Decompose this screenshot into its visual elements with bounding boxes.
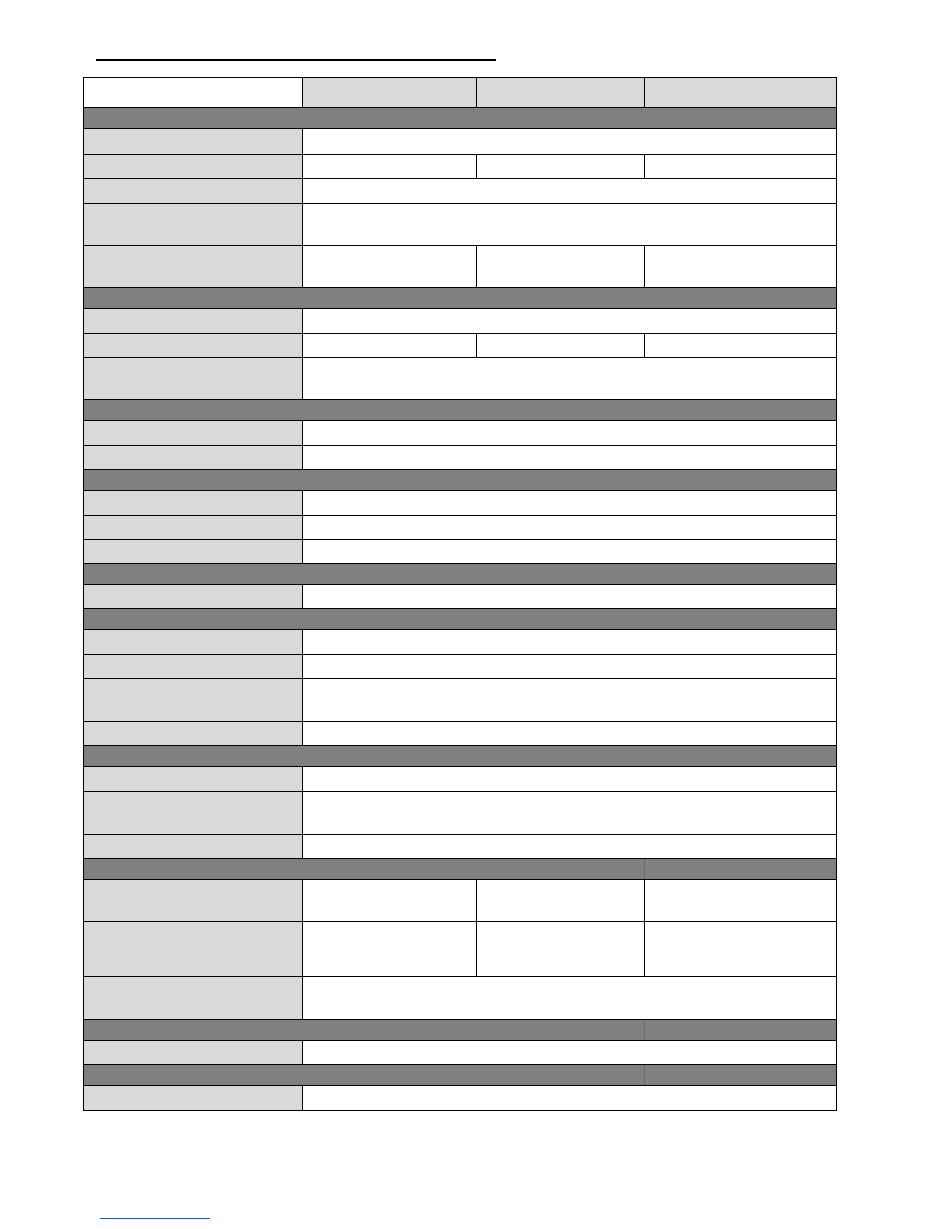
section-header [84,108,837,129]
spec-value [303,655,837,679]
section-header [84,564,837,585]
spec-label [84,922,303,977]
spec-row [84,309,837,334]
spec-value [303,204,837,246]
spec-row [84,1041,837,1065]
spec-value [477,155,645,179]
spec-value [303,129,837,155]
spec-row [84,655,837,679]
spec-value [477,246,645,288]
spec-label [84,1041,303,1065]
spec-label [84,1086,303,1111]
spec-value [303,1086,837,1111]
spec-value [303,155,477,179]
spec-row [84,767,837,792]
section-title-extra [645,859,837,880]
spec-row [84,446,837,470]
spec-value [477,922,645,977]
spec-label [84,655,303,679]
spec-row [84,722,837,746]
spec-label [84,446,303,470]
spec-row [84,358,837,400]
spec-label [84,179,303,204]
spec-label [84,309,303,334]
spec-row [84,155,837,179]
spec-value [303,516,837,540]
spec-value [303,630,837,655]
spec-value [303,1041,837,1065]
spec-value [645,334,837,358]
spec-row [84,792,837,835]
spec-label [84,516,303,540]
spec-label [84,491,303,516]
spec-label [84,204,303,246]
spec-value [645,246,837,288]
spec-value [303,835,837,859]
spec-row [84,835,837,859]
spec-row [84,880,837,922]
spec-label [84,722,303,746]
header-model-3 [645,78,837,108]
spec-value [645,922,837,977]
section-title [84,564,837,585]
spec-label [84,767,303,792]
spec-row [84,679,837,722]
section-title [84,1020,645,1041]
spec-label [84,835,303,859]
spec-value [303,334,477,358]
section-title [84,859,645,880]
spec-value [645,155,837,179]
spec-value [303,179,837,204]
spec-value [303,446,837,470]
spec-row [84,977,837,1020]
section-title [84,400,837,421]
spec-value [477,334,645,358]
header-model-2 [477,78,645,108]
section-title-extra [645,1065,837,1086]
spec-label [84,977,303,1020]
top-rule [96,59,496,61]
spec-value [303,767,837,792]
spec-row [84,334,837,358]
spec-value [303,491,837,516]
section-header [84,746,837,767]
spec-row [84,540,837,564]
header-row [84,78,837,108]
spec-value [645,880,837,922]
header-label-cell [84,78,303,108]
section-header [84,400,837,421]
section-header [84,859,837,880]
section-title [84,1065,645,1086]
spec-row [84,630,837,655]
spec-label [84,792,303,835]
section-title [84,108,837,129]
spec-value [303,421,837,446]
spec-table [83,77,837,1111]
spec-value [303,722,837,746]
spec-value [303,922,477,977]
spec-label [84,540,303,564]
spec-label [84,246,303,288]
spec-row [84,179,837,204]
spec-label [84,585,303,609]
section-title [84,746,837,767]
spec-value [303,309,837,334]
spec-label [84,129,303,155]
spec-row [84,204,837,246]
footer-link-underline [100,1218,210,1219]
spec-value [303,246,477,288]
spec-row [84,922,837,977]
spec-row [84,246,837,288]
section-header [84,609,837,630]
spec-value [477,880,645,922]
spec-value [303,880,477,922]
section-header [84,1020,837,1041]
header-model-1 [303,78,477,108]
spec-label [84,421,303,446]
spec-row [84,129,837,155]
section-title [84,609,837,630]
spec-label [84,679,303,722]
spec-value [303,540,837,564]
spec-row [84,491,837,516]
spec-value [303,358,837,400]
spec-row [84,585,837,609]
section-title [84,470,837,491]
section-header [84,1065,837,1086]
section-header [84,470,837,491]
spec-label [84,880,303,922]
spec-value [303,977,837,1020]
spec-row [84,516,837,540]
spec-row [84,421,837,446]
spec-label [84,358,303,400]
spec-value [303,585,837,609]
spec-value [303,679,837,722]
spec-row [84,1086,837,1111]
section-title-extra [645,1020,837,1041]
section-title [84,288,837,309]
spec-table-body [84,78,837,1111]
section-header [84,288,837,309]
spec-label [84,155,303,179]
spec-value [303,792,837,835]
spec-label [84,630,303,655]
spec-label [84,334,303,358]
